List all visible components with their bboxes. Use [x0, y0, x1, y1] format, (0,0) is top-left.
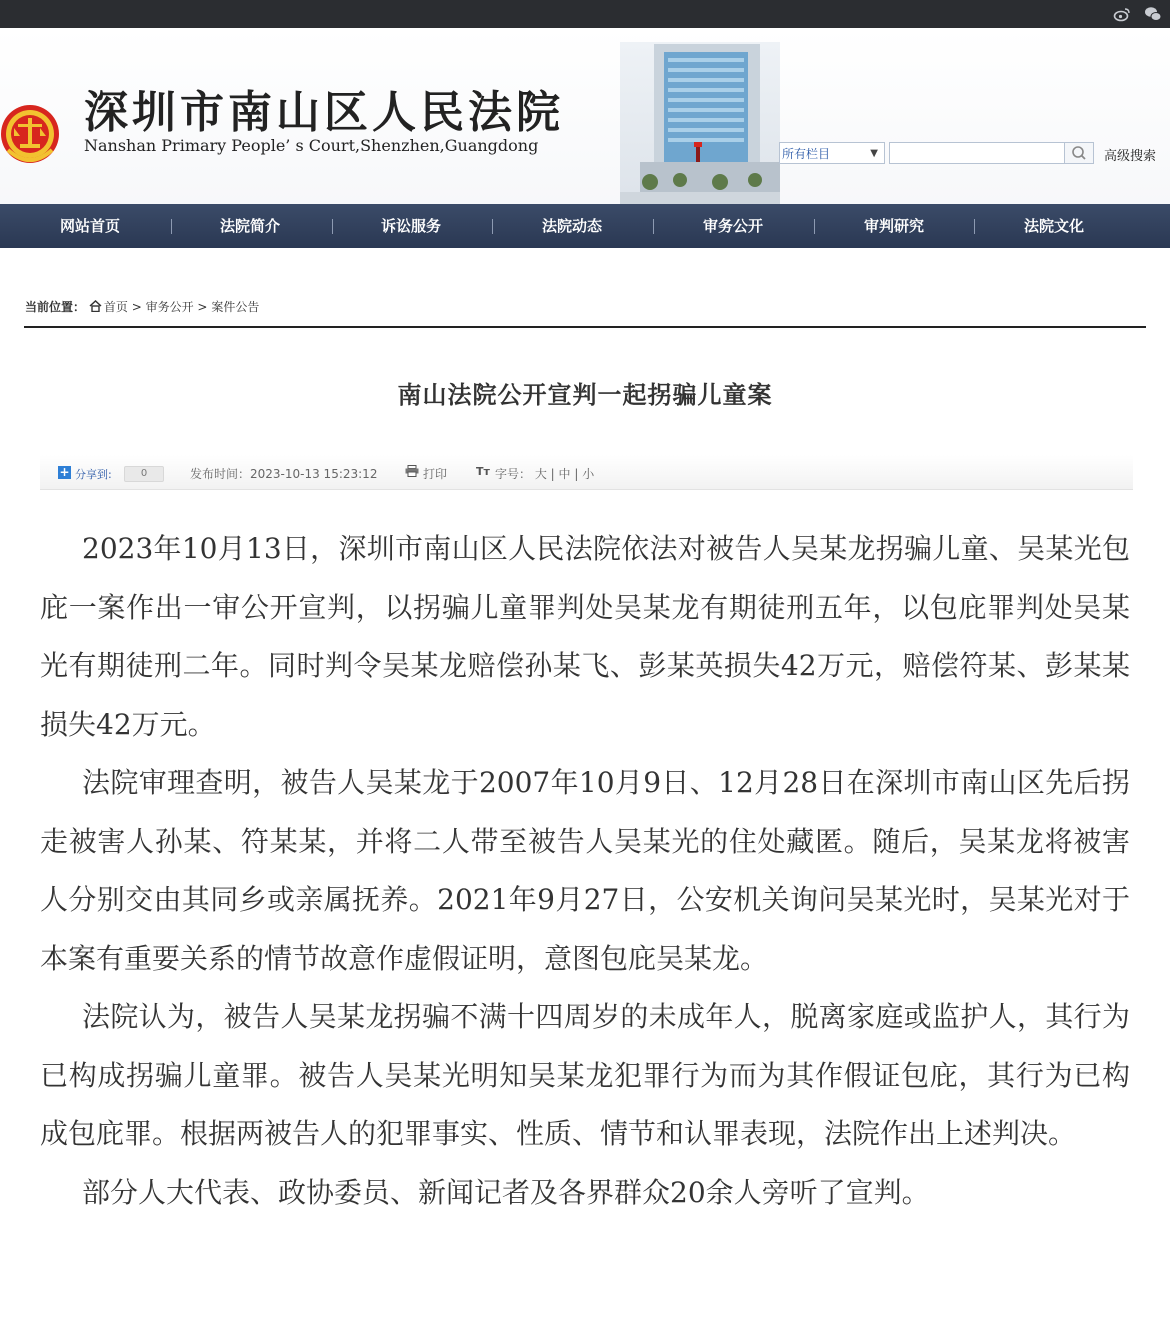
article-paragraph: 法院审理查明，被告人吴某龙于2007年10月9日、12月28日在深圳市南山区先后拐走被害人孙某、符某某，并将二人带至被告人吴某光的住处藏匿。随后，吴某龙将被害人分别交由其同乡或亲属抚养。2021年9月27日，公安机关询问吴某光时，吴某光对于本案有重要关系的情节故意作虚假证明，意图包庇吴某龙。 [40, 766, 1130, 975]
wechat-icon[interactable] [1144, 5, 1162, 23]
breadcrumb-divider [24, 326, 1146, 328]
search-scope-select[interactable] [779, 142, 885, 164]
nav-item-news[interactable]: 法院动态 [541, 217, 602, 235]
article-paragraph: 部分人大代表、政协委员、新闻记者及各界群众20余人旁听了宣判。 [82, 1175, 930, 1209]
top-bar [0, 0, 1170, 28]
font-size-large[interactable]: 大 [534, 467, 547, 481]
breadcrumb-label: 当前位置： [25, 300, 86, 314]
font-size-label: 字号： [495, 467, 532, 481]
font-size-medium[interactable]: 中 [558, 467, 571, 481]
court-building-image [620, 42, 780, 204]
court-name-en: Nanshan Primary People’ s Court,Shenzhen,Guangdong [84, 136, 539, 155]
font-size-controls [495, 465, 594, 482]
font-size-icon: Tт [476, 465, 490, 478]
publish-time: 发布时间：2023-10-13 15:23:12 [190, 467, 378, 481]
breadcrumb-separator: > [197, 300, 208, 314]
nav-item-affairs[interactable]: 审务公开 [702, 217, 763, 235]
article-body [40, 520, 1130, 1222]
nav-divider [171, 219, 172, 234]
breadcrumb [25, 298, 259, 315]
main-nav [0, 204, 1170, 248]
nav-divider [814, 219, 815, 234]
search-input[interactable] [889, 142, 1065, 164]
court-emblem-icon [0, 84, 62, 184]
nav-divider [332, 219, 333, 234]
breadcrumb-notices[interactable]: 案件公告 [211, 300, 260, 314]
nav-item-litigation[interactable]: 诉讼服务 [380, 217, 441, 235]
nav-divider [492, 219, 493, 234]
print-link[interactable]: 打印 [423, 467, 448, 481]
search-button[interactable] [1064, 142, 1094, 164]
search-icon [1065, 143, 1093, 163]
font-size-separator: | [570, 467, 583, 481]
nav-divider [974, 219, 975, 234]
breadcrumb-home[interactable]: 首页 [103, 300, 128, 314]
court-name-cn: 深圳市南山区人民法院 [84, 87, 564, 138]
nav-item-culture[interactable]: 法院文化 [1023, 217, 1084, 235]
font-size-separator: | [546, 467, 559, 481]
font-size-small[interactable]: 小 [582, 467, 595, 481]
printer-icon[interactable] [405, 465, 419, 480]
share-plus-icon[interactable]: + [59, 465, 70, 479]
article-meta-bar [40, 455, 1133, 490]
nav-item-home[interactable]: 网站首页 [59, 217, 120, 235]
nav-item-research[interactable]: 审判研究 [863, 217, 924, 235]
share-label[interactable]: 分享到: [75, 468, 112, 481]
breadcrumb-affairs[interactable]: 审务公开 [145, 300, 194, 314]
nav-divider [653, 219, 654, 234]
article-paragraph: 2023年10月13日，深圳市南山区人民法院依法对被告人吴某龙拐骗儿童、吴某光包庇一案作出一审公开宣判，以拐骗儿童罪判处吴某龙有期徒刑五年，以包庇罪判处吴某光有期徒刑二年。同时判令吴某龙赔偿孙某飞、彭某英损失42万元，赔偿符某、彭某某损失42万元。 [40, 532, 1130, 741]
article-title: 南山法院公开宣判一起拐骗儿童案 [397, 381, 773, 409]
breadcrumb-separator: > [131, 300, 142, 314]
article-paragraph: 法院认为，被告人吴某龙拐骗不满十四周岁的未成年人，脱离家庭或监护人，其行为已构成拐骗儿童罪。被告人吴某光明知吴某龙犯罪行为而为其作假证包庇，其行为已构成包庇罪。根据两被告人的犯罪事实、性质、情节和认罪表现，法院作出上述判决。 [40, 1000, 1130, 1150]
home-icon [89, 300, 102, 312]
share-count: 0 [124, 466, 164, 482]
nav-item-about[interactable]: 法院简介 [219, 217, 280, 235]
site-header [0, 28, 1170, 204]
chevron-down-icon: ▼ [870, 148, 878, 159]
search-scope-value: 所有栏目 [782, 147, 831, 161]
weibo-icon[interactable] [1113, 5, 1131, 23]
advanced-search-link[interactable]: 高级搜索 [1104, 149, 1157, 164]
